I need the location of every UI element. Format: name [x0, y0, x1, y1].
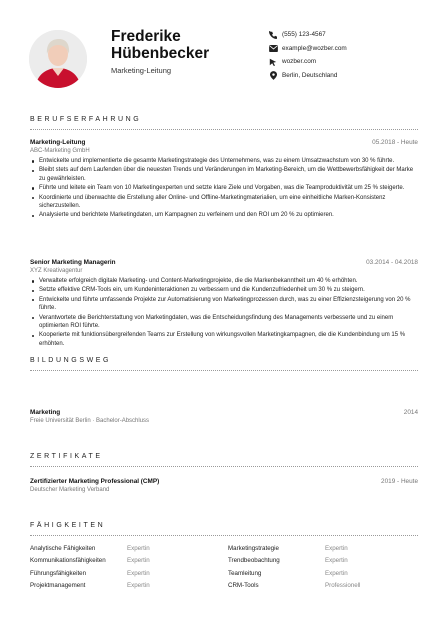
certificate-date: 2019 - Heute [381, 478, 418, 485]
education-date: 2014 [403, 409, 418, 416]
divider [30, 129, 418, 130]
contact-text: wozber.com [282, 58, 317, 66]
contact-email[interactable] [268, 42, 347, 56]
skill-level: Expertin [127, 582, 150, 590]
contact-location [268, 69, 347, 83]
job-entry [30, 259, 418, 349]
skill-level: Expertin [325, 545, 348, 552]
mail-icon [268, 43, 278, 53]
section-title-skills: FÄHIGKEITEN [30, 522, 106, 529]
contact-website[interactable] [268, 55, 347, 69]
skill-row [30, 582, 418, 594]
location-pin-icon [268, 70, 278, 80]
certificate-entry [30, 478, 418, 494]
skill-level: Expertin [127, 569, 150, 577]
bullet-item: Führte und leitete ein Team von 10 Marketingexperten und setzte klare Ziele und Vorgaben, was die Teamproduktivität um 25 % steigerte. [39, 184, 418, 192]
contact-list [268, 28, 347, 82]
job-entry [30, 139, 418, 221]
skill-level: Professionell [325, 582, 361, 590]
skill-name: Projektmanagement [30, 582, 86, 590]
bullet-item: Bleibt stets auf dem Laufenden über die neuesten Trends und Veränderungen im Marketing-Bereich, um die Wettbewerbsfähigkeit der Marke zu gewährleisten. [39, 166, 418, 183]
phone-icon [268, 30, 278, 40]
first-name: Frederike [111, 28, 181, 45]
skill-level: Expertin [325, 557, 348, 565]
skill-row [30, 570, 418, 582]
skill-level: Expertin [325, 569, 348, 577]
education-entry [30, 409, 418, 425]
job-company: ABC-Marketing GmbH [30, 148, 90, 154]
bullet-item: Koordinierte und überwachte die Erstellung aller Online- und Offline-Marketingmaterialien, um eine einheitliche Marken-Konsistenz sicherzustellen. [39, 194, 418, 211]
skill-row [30, 545, 418, 557]
contact-text: (555) 123-4567 [282, 31, 326, 39]
degree-title: Marketing [30, 409, 61, 416]
skill-name: Kommunikationsfähigkeiten [30, 557, 106, 565]
job-bullets [30, 277, 418, 348]
job-title: Senior Marketing Managerin [30, 259, 116, 266]
divider [30, 466, 418, 467]
skill-name: Führungsfähigkeiten [30, 569, 87, 577]
contact-text: Berlin, Deutschland [282, 71, 338, 79]
skill-row [30, 557, 418, 569]
job-date: 03.2014 - 04.2018 [366, 259, 418, 266]
skill-name: Teamleitung [228, 569, 262, 577]
school-name: Freie Universität Berlin · Bachelor-Abschluss [30, 418, 150, 424]
last-name: Hübenbecker [111, 45, 210, 62]
skills-grid [30, 545, 418, 595]
contact-text: example@wozber.com [282, 44, 347, 52]
skill-level: Expertin [127, 557, 150, 565]
bullet-item: Verwaltete erfolgreich digitale Marketing- und Content-Marketingprojekte, die die Markenbekanntheit um 40 % erhöhten. [39, 277, 418, 285]
contact-phone[interactable] [268, 28, 347, 42]
bullet-item: Analysierte und berichtete Marketingdaten, um Kampagnen zu verfeinern und den ROI um 20 % zu optimieren. [39, 211, 418, 219]
section-title-certificates: ZERTIFIKATE [30, 453, 103, 460]
job-company: XYZ Kreativagentur [30, 268, 83, 274]
job-title: Marketing-Leitung [30, 139, 86, 146]
link-icon [268, 57, 278, 67]
bullet-item: Setzte effektive CRM-Tools ein, um Kundeninteraktionen zu verbessern und die Kundenzufriedenheit um 30 % zu steigern. [39, 286, 418, 294]
skill-name: Analytische Fähigkeiten [30, 545, 96, 552]
section-title-education: BILDUNGSWEG [30, 357, 112, 364]
bullet-item: Entwickelte und implementierte die gesamte Marketingstrategie des Unternehmens, was zu einem Umsatzwachstum von 30 % führte. [39, 157, 418, 165]
bullet-item: Verantwortete die Berichterstattung von Marketingdaten, was die Entscheidungsfindung des Managements verbesserte und zu einem optimierten ROI führte. [39, 314, 418, 331]
skill-name: CRM-Tools [228, 582, 259, 590]
job-bullets [30, 157, 418, 220]
job-role: Marketing-Leitung [111, 66, 172, 75]
bullet-item: Kooperierte mit funktionsübergreifenden Teams zur Erstellung von wirkungsvollen Marketingkampagnen, die die Kundenbindung um 15 % erhöhten. [39, 331, 418, 348]
candidate-name [111, 28, 209, 62]
skill-level: Expertin [127, 545, 150, 552]
divider [30, 370, 418, 371]
divider [30, 535, 418, 536]
certificate-issuer: Deutscher Marketing Verband [30, 487, 110, 493]
avatar [29, 30, 87, 88]
section-title-experience: BERUFSERFAHRUNG [30, 116, 142, 123]
skill-name: Trendbeobachtung [228, 557, 280, 565]
job-date: 05.2018 - Heute [372, 139, 418, 146]
skill-name: Marketingstrategie [228, 545, 279, 552]
bullet-item: Entwickelte und führte umfassende Projekte zur Automatisierung von Marketingprozessen durch, was zu einer Effizienzsteigerung von 20 % führte. [39, 296, 418, 313]
certificate-name: Zertifizierter Marketing Professional (CMP) [30, 478, 160, 485]
